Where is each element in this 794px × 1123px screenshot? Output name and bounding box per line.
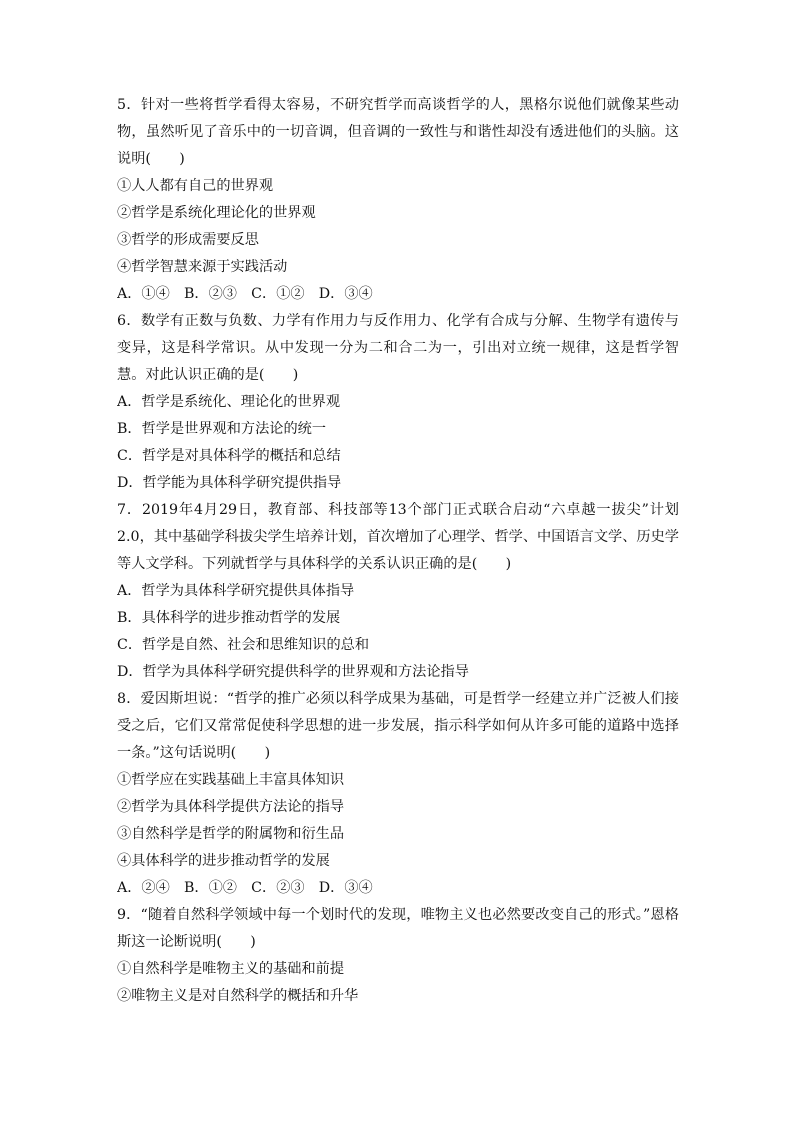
option-item: ②唯物主义是对自然科学的概括和升华 — [117, 988, 359, 1004]
option-item: ③自然科学是哲学的附属物和衍生品 — [117, 826, 345, 842]
option-item: ②哲学为具体科学提供方法论的指导 — [117, 799, 345, 815]
option-item: A．哲学是系统化、理论化的世界观 — [117, 394, 341, 410]
answer-choices: A．①④ B．②③ C．①② D．③④ — [117, 286, 373, 302]
option-item: ③哲学的形成需要反思 — [117, 232, 259, 248]
option-item: D．哲学能为具体科学研究提供指导 — [117, 475, 342, 491]
option-item: C．哲学是自然、社会和思维知识的总和 — [117, 637, 370, 653]
question-stem: 8．爱因斯坦说：“哲学的推广必须以科学成果为基础，可是哲学一经建立并广泛被人们接受之后，它们又常常促使科学思想的进一步发展，指示科学如何从许多可能的道路中选择一条。”这句话说明( ) — [117, 691, 679, 761]
question-9 — [117, 902, 679, 1010]
option-item: ①哲学应在实践基础上丰富具体知识 — [117, 772, 345, 788]
option-item: ①人人都有自己的世界观 — [117, 178, 274, 194]
option-item: ①自然科学是唯物主义的基础和前提 — [117, 961, 345, 977]
question-stem: 5．针对一些将哲学看得太容易，不研究哲学而高谈哲学的人，黑格尔说他们就像某些动物，虽然听见了音乐中的一切音调，但音调的一致性与和谐性却没有透进他们的头脑。这说明( ) — [117, 97, 679, 167]
question-stem: 9．“随着自然科学领域中每一个划时代的发现，唯物主义也必然要改变自己的形式。”恩格斯这一论断说明( ) — [117, 907, 679, 950]
answer-choices: A．②④ B．①② C．②③ D．③④ — [117, 880, 373, 896]
question-6 — [117, 308, 679, 497]
option-item: ④哲学智慧来源于实践活动 — [117, 259, 288, 275]
option-item: B．哲学是世界观和方法论的统一 — [117, 421, 327, 437]
question-stem: 6．数学有正数与负数、力学有作用力与反作用力、化学有合成与分解、生物学有遗传与变异，这是科学常识。从中发现一分为二和合二为一，引出对立统一规律，这是哲学智慧。对此认识正确的是( ) — [117, 313, 679, 383]
option-item: ②哲学是系统化理论化的世界观 — [117, 205, 316, 221]
option-item: B．具体科学的进步推动哲学的发展 — [117, 610, 341, 626]
question-stem: 7．2019年4月29日，教育部、科技部等13个部门正式联合启动“六卓越一拔尖”计划2.0，其中基础学科拔尖学生培养计划，首次增加了心理学、哲学、中国语言文学、历史学等人文学科。下列就哲学与具体科学的关系认识正确的是( ) — [117, 502, 679, 572]
document-page — [117, 92, 679, 1010]
option-item: D．哲学为具体科学研究提供科学的世界观和方法论指导 — [117, 664, 469, 680]
option-item: C．哲学是对具体科学的概括和总结 — [117, 448, 341, 464]
option-item: A．哲学为具体科学研究提供具体指导 — [117, 583, 355, 599]
question-8 — [117, 686, 679, 902]
question-5 — [117, 92, 679, 308]
question-7 — [117, 497, 679, 686]
option-item: ④具体科学的进步推动哲学的发展 — [117, 853, 330, 869]
